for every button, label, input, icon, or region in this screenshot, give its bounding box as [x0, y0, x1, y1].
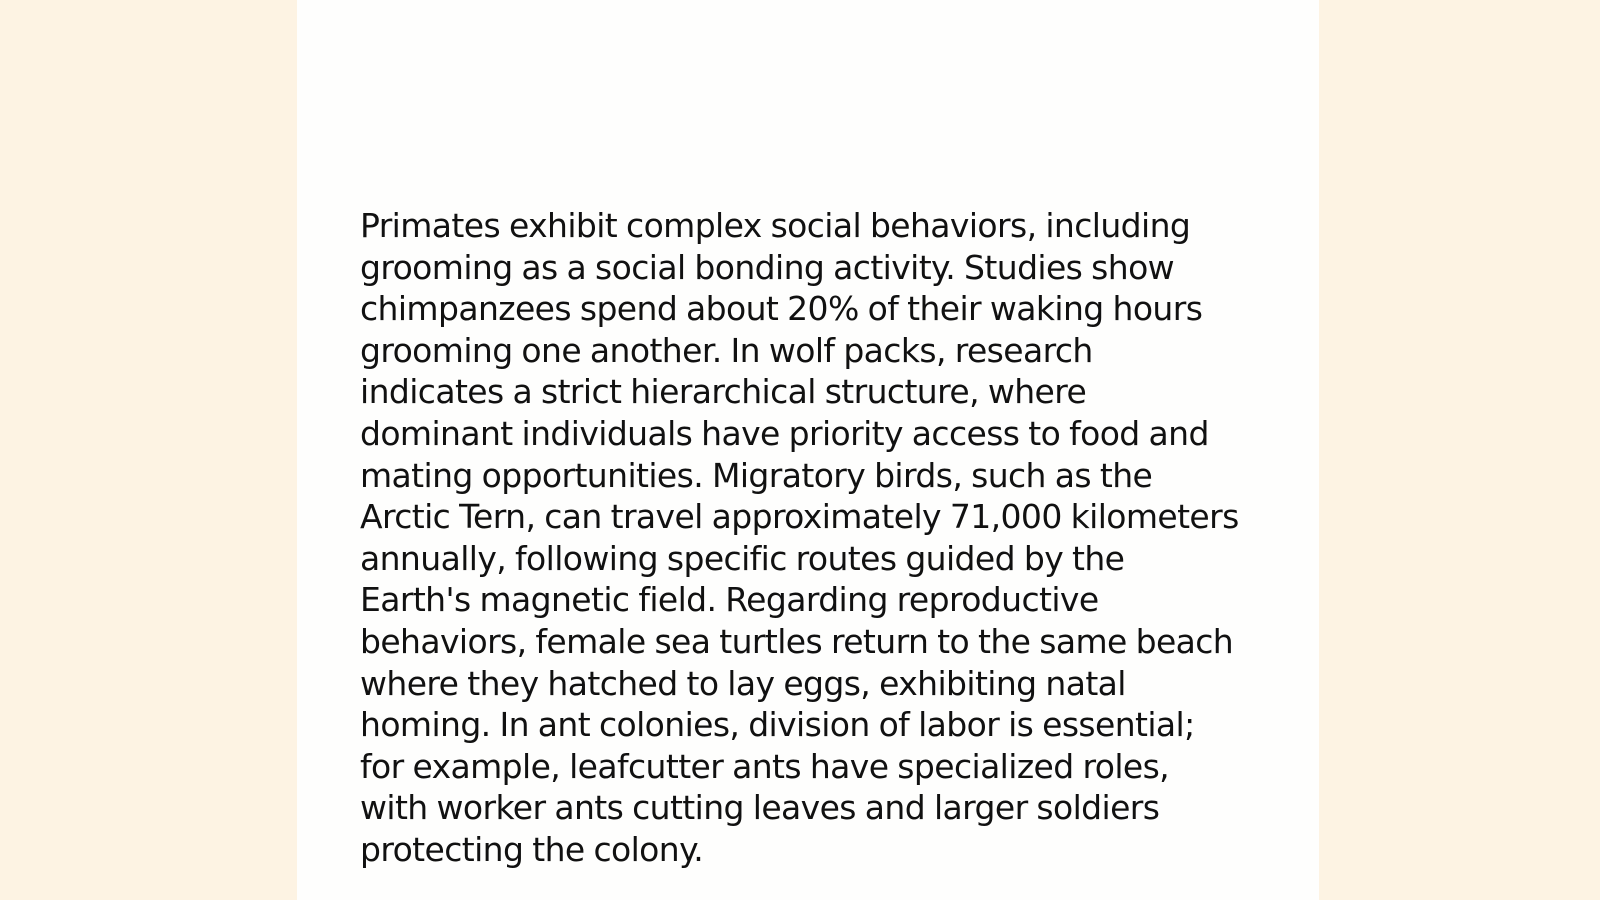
- document-page: [297, 0, 1319, 900]
- body-paragraph: Primates exhibit complex social behaviors, including grooming as a social bonding activity. Studies show chimpanzees spend about 20% of their waking hours grooming one another. In wolf packs, research indicates a strict hierarchical structure, where dominant individuals have priority access to food and mating opportunities. Migratory birds, such as the Arctic Tern, can travel approximately 71,000 kilometers annually, following specific routes guided by the Earth's magnetic field. Regarding reproductive behaviors, female sea turtles return to the same beach where they hatched to lay eggs, exhibiting natal homing. In ant colonies, division of labor is essential; for example, leafcutter ants have specialized roles, with worker ants cutting leaves and larger soldiers protecting the colony.: [360, 206, 1239, 869]
